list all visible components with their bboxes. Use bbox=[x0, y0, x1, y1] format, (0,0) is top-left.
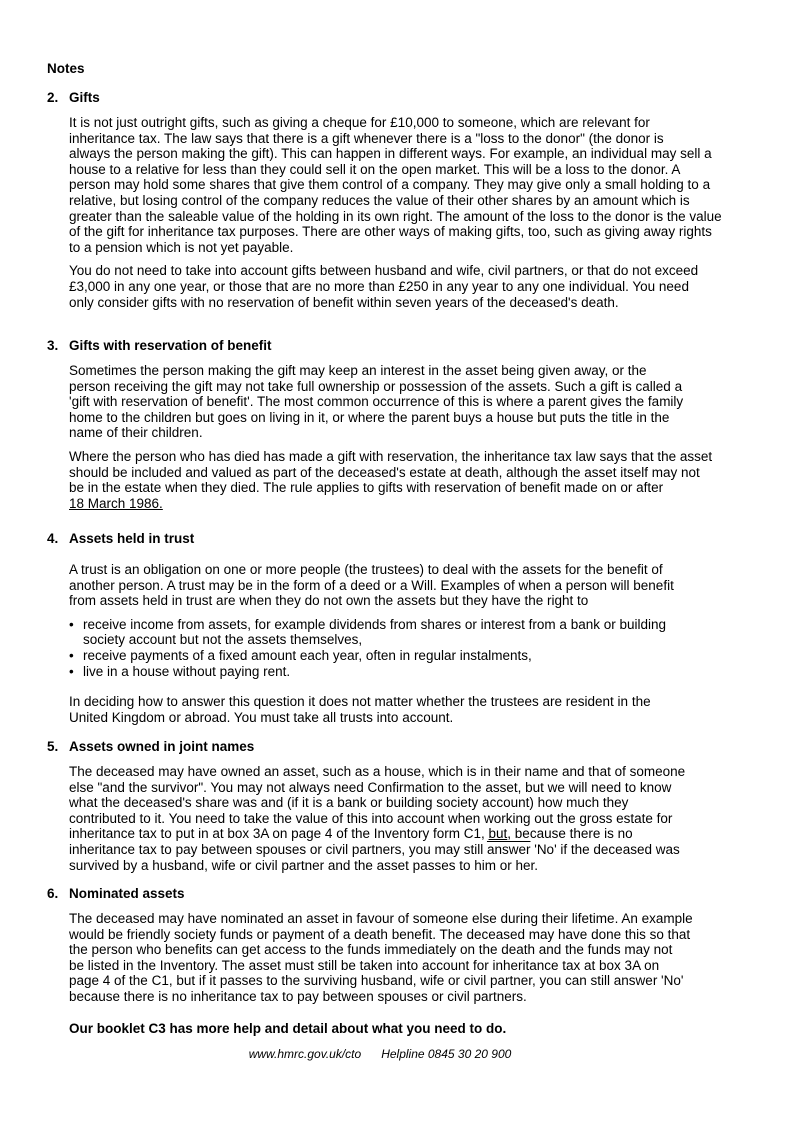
text-line: be listed in the Inventory. The asset must still be taken into account for inheritance tax at box 3A on bbox=[69, 957, 660, 973]
text-line: would be friendly society funds or payment of a death benefit. The deceased may have done this so that bbox=[69, 926, 691, 942]
section-gifts-with-reservation bbox=[47, 338, 762, 519]
text-line: person receiving the gift may not take full ownership or possession of the assets. Such a gift is called a bbox=[69, 378, 683, 394]
list-item bbox=[69, 617, 759, 648]
section-gifts bbox=[47, 90, 762, 318]
paragraph bbox=[69, 115, 759, 255]
text-line: person may hold some shares that give them control of a company. They may give only a small holding to a bbox=[69, 177, 711, 193]
text-line: The deceased may have nominated an asset in favour of someone else during their lifetime. An example bbox=[69, 911, 693, 926]
text-line: survived by a husband, wife or civil partner and the asset passes to him or her. bbox=[69, 857, 538, 873]
text-line: page 4 of the C1, but if it passes to the surviving husband, wife or civil partner, you can still answer 'No' bbox=[69, 973, 684, 989]
paragraph bbox=[69, 449, 759, 511]
bullet-list bbox=[69, 617, 759, 679]
text-line: United Kingdom or abroad. You must take all trusts into account. bbox=[69, 709, 454, 725]
text-line: always the person making the gift). This can happen in different ways. For example, an individual may sell a bbox=[69, 146, 712, 162]
text-line: Sometimes the person making the gift may keep an interest in the asset being given away, or the bbox=[69, 363, 647, 378]
bullet-icon: • bbox=[69, 663, 74, 679]
section-body bbox=[69, 764, 759, 873]
section-body bbox=[69, 911, 759, 1005]
text-line: what the deceased's share was and (if it is a bank or building society account) how much they bbox=[69, 795, 629, 811]
text-fragment: inheritance tax to put in at box 3A on page 4 of the Inventory form C1, bbox=[69, 826, 489, 842]
section-title: Gifts bbox=[69, 90, 100, 105]
text-line: The deceased may have owned an asset, such as a house, which is in their name and that of someone bbox=[69, 764, 686, 779]
text-line: £3,000 in any one year, or those that are no more than £250 in any year to any one individual. You need bbox=[69, 278, 689, 294]
text-line: You do not need to take into account gifts between husband and wife, civil partners, or that do not exceed bbox=[69, 263, 699, 279]
text-line: relative, but losing control of the company reduces the value of their other shares by an amount which is bbox=[69, 192, 690, 208]
text-line: of the gift for inheritance tax purposes. There are other ways of making gifts, too, such as giving away rights bbox=[69, 224, 712, 240]
footer-website: www.hmrc.gov.uk/cto bbox=[248, 1047, 362, 1061]
bullet-icon: • bbox=[69, 616, 74, 632]
list-item bbox=[69, 648, 759, 664]
text-line: be in the estate when they died. The rule applies to gifts with reservation of benefit made on or after bbox=[69, 480, 664, 496]
text-fragment: inheritance tax to pay between spouses or civil partners, you may still bbox=[69, 841, 487, 857]
section-assets-held-in-trust bbox=[47, 531, 762, 733]
text-line: from assets held in trust are when they do not own the assets but they have the right to bbox=[69, 593, 589, 609]
notes-title: Notes bbox=[47, 61, 85, 76]
text-line: to a pension which is not yet payable. bbox=[69, 239, 294, 255]
text-line: should be included and valued as part of the deceased's estate at death, although the asset itself may not bbox=[69, 464, 700, 480]
section-heading bbox=[47, 739, 762, 755]
section-heading bbox=[47, 886, 762, 902]
text-line: the person who benefits can get access to the funds immediately on the death and the funds may not bbox=[69, 942, 673, 958]
text-line: greater than the saleable value of the holding in its own right. The amount of the loss to the donor is the value bbox=[69, 208, 722, 224]
section-number: 6. bbox=[47, 886, 59, 901]
text-line: another person. A trust may be in the form of a deed or a Will. Examples of when a person will benefit bbox=[69, 577, 674, 593]
text-fragment: 'No' if the deceased was bbox=[530, 841, 680, 857]
paragraph bbox=[69, 694, 759, 725]
text-line: It is not just outright gifts, such as giving a cheque for £10,000 to someone, which are relevant for bbox=[69, 115, 650, 130]
section-title: Assets owned in joint names bbox=[69, 739, 255, 754]
text-line: contributed to it. You need to take the value of this into account when working out the gross estate for bbox=[69, 810, 673, 826]
paragraph bbox=[69, 764, 759, 873]
text-fragment: , because there is no bbox=[507, 826, 633, 842]
text-line: only consider gifts with no reservation of benefit within seven years of the deceased's death. bbox=[69, 294, 619, 310]
text-line: else "and the survivor". You may not always need Confirmation to the asset, but we will need to know bbox=[69, 779, 672, 795]
date-text: 18 March 1986. bbox=[69, 495, 163, 511]
text-line: receive income from assets, for example dividends from shares or interest from a bank or building bbox=[83, 616, 667, 632]
section-heading bbox=[47, 338, 762, 354]
section-body bbox=[69, 115, 759, 310]
bullet-icon: • bbox=[69, 647, 74, 663]
paragraph bbox=[69, 911, 759, 1005]
underlined-word: but bbox=[488, 826, 508, 842]
text-line: receive payments of a fixed amount each year, often in regular instalments, bbox=[83, 647, 532, 663]
section-assets-joint-names bbox=[47, 739, 762, 881]
text-line: society account but not the assets themselves, bbox=[83, 632, 363, 648]
section-nominated-assets bbox=[47, 886, 762, 1013]
section-title: Gifts with reservation of benefit bbox=[69, 338, 272, 353]
footer-helpline: Helpline 0845 30 20 900 bbox=[381, 1047, 512, 1061]
section-number: 2. bbox=[47, 90, 59, 105]
section-body bbox=[69, 363, 759, 511]
text-line: 'gift with reservation of benefit'. The most common occurrence of this is where a parent gives the family bbox=[69, 394, 684, 410]
section-number: 4. bbox=[47, 531, 59, 546]
footer bbox=[0, 1047, 760, 1061]
section-body bbox=[69, 562, 759, 725]
paragraph bbox=[69, 363, 759, 441]
paragraph bbox=[69, 263, 759, 310]
text-line: house to a relative for less than they could sell it on the open market. This will be a loss to the donor. A bbox=[69, 161, 681, 177]
section-title: Assets held in trust bbox=[69, 531, 195, 546]
section-heading bbox=[47, 90, 762, 106]
section-number: 3. bbox=[47, 338, 59, 353]
text-line: Where the person who has died has made a gift with reservation, the inheritance tax law says that the asset bbox=[69, 448, 713, 464]
text-line: name of their children. bbox=[69, 425, 203, 441]
text-line: because there is no inheritance tax to pay between spouses or civil partners. bbox=[69, 988, 527, 1004]
text-line bbox=[69, 826, 759, 842]
text-line: live in a house without paying rent. bbox=[83, 663, 291, 679]
text-line bbox=[69, 842, 759, 858]
section-title: Nominated assets bbox=[69, 886, 185, 901]
text-line: home to the children but goes on living in it, or where the parent buys a house but puts the title in the bbox=[69, 409, 670, 425]
section-number: 5. bbox=[47, 739, 59, 754]
paragraph bbox=[69, 562, 759, 609]
text-line: In deciding how to answer this question it does not matter whether the trustees are resident in the bbox=[69, 694, 651, 710]
closing-note: Our booklet C3 has more help and detail about what you need to do. bbox=[69, 1021, 507, 1036]
list-item bbox=[69, 664, 759, 680]
text-line: inheritance tax. The law says that there is a gift whenever there is a "loss to the donor" (the donor is bbox=[69, 130, 664, 146]
marked-word: answer bbox=[486, 841, 531, 857]
text-line: A trust is an obligation on one or more people (the trustees) to deal with the assets for the benefit of bbox=[69, 562, 663, 577]
section-heading bbox=[47, 531, 762, 547]
